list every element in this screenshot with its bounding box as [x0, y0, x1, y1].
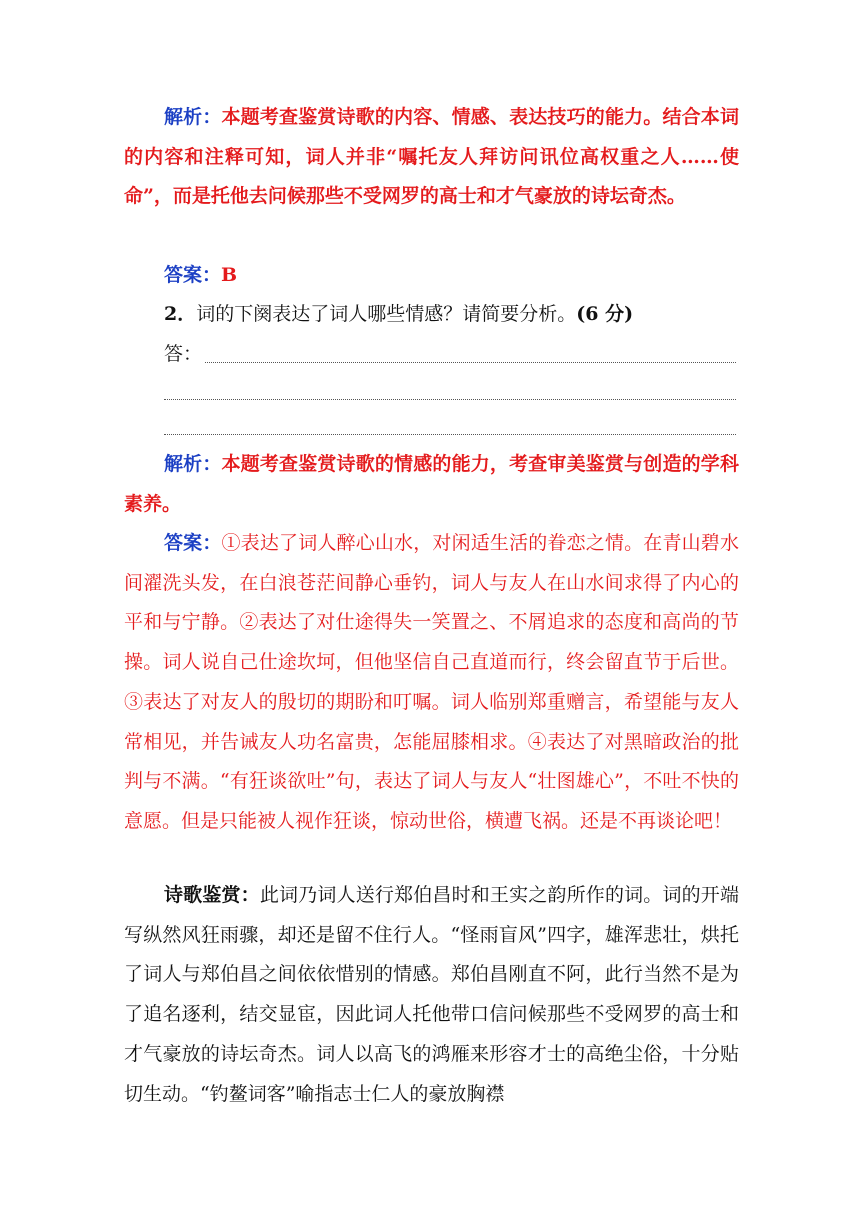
answer-1-label: 答案： — [164, 264, 222, 286]
analysis-1-label: 解析： — [164, 106, 222, 128]
poem-appreciation — [124, 876, 739, 1114]
appreciation-label: 诗歌鉴赏： — [164, 884, 260, 906]
answer-2-label: 答案： — [164, 532, 222, 554]
answer-1-value: B — [221, 264, 238, 286]
question-2-number: 2． — [164, 303, 197, 325]
answer-2-text: ①表达了词人醉心山水，对闲适生活的眷恋之情。在青山碧水间濯洗头发，在白浪苍茫间静心垂钓，词人与友人在山水间求得了内心的平和与宁静。②表达了对仕途得失一笑置之、不屑追求的态度和高尚的节操。词人说自己仕途坎坷，但他坚信自己直道而行，终会留直节于后世。③表达了对友人的殷切的期盼和叮嘱。词人临别郑重赠言，希望能与友人常相见，并告诫友人功名富贵，怎能屈膝相求。④表达了对黑暗政治的批判与不满。“有狂谈欲吐”句，表达了词人与友人“壮图雄心”，不吐不快的意愿。但是只能被人视作狂谈，惊动世俗，横遭飞祸。还是不再谈论吧！ — [124, 532, 739, 832]
answer-blank-line-1[interactable] — [205, 362, 736, 363]
answer-label: 答： — [164, 343, 203, 365]
answer-2 — [124, 524, 739, 842]
question-2-text: 词的下阕表达了词人哪些情感？请简要分析。 — [196, 303, 577, 325]
appreciation-text: 此词乃词人送行郑伯昌时和王实之韵所作的词。词的开端写纵然风狂雨骤，却还是留不住行人。“怪雨盲风”四字，雄浑悲壮，烘托了词人与郑伯昌之间依依惜别的情感。郑伯昌刚直不阿，此行当然不是为了追名逐利，结交显宦，因此词人托他带口信问候那些不受网罗的高士和才气豪放的诗坛奇杰。词人以高飞的鸿雁来形容才士的高绝尘俗，十分贴切生动。“钓鳌词客”喻指志士仁人的豪放胸襟 — [124, 884, 739, 1105]
answer-1 — [124, 256, 739, 296]
analysis-2-label: 解析： — [164, 453, 222, 475]
question-2-score: (6 分) — [576, 303, 634, 325]
answer-blank-line-3[interactable] — [164, 434, 736, 435]
answer-label-line — [124, 335, 739, 375]
analysis-2-text: 本题考查鉴赏诗歌的情感的能力，考查审美鉴赏与创造的学科素养。 — [124, 453, 739, 515]
analysis-1 — [124, 98, 739, 217]
analysis-1-text: 本题考查鉴赏诗歌的内容、情感、表达技巧的能力。结合本词的内容和注释可知，词人并非“嘱托友人拜访问讯位高权重之人……使命”，而是托他去问候那些不受网罗的高士和才气豪放的诗坛奇杰。 — [124, 106, 739, 208]
analysis-2 — [124, 445, 739, 524]
question-2 — [124, 295, 739, 335]
answer-blank-line-2[interactable] — [164, 399, 736, 400]
